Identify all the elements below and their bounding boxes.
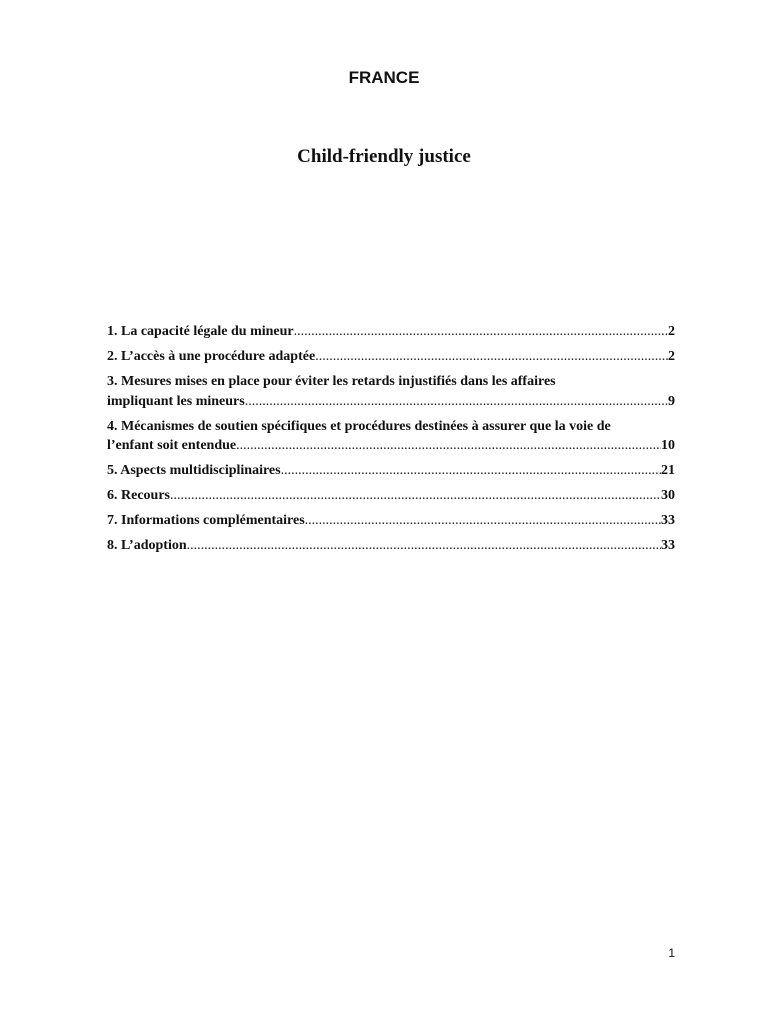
toc-dot-leader: [315, 347, 668, 367]
toc-dot-leader: [305, 511, 661, 531]
toc-entry-7[interactable]: [107, 511, 675, 531]
toc-entry-text-line1: 4. Mécanismes de soutien spécifiques et procédures destinées à assurer que la voie de: [107, 418, 611, 434]
toc-dot-leader: [281, 461, 661, 481]
toc-entry-text: 1. La capacité légale du mineur: [107, 324, 294, 339]
toc-entry-text: impliquant les mineurs: [107, 393, 245, 409]
toc-dot-leader: [294, 322, 668, 342]
toc-entry-1[interactable]: [107, 322, 675, 342]
toc-dot-leader: [187, 536, 661, 556]
country-heading: FRANCE: [348, 68, 420, 87]
toc-entry-text: 7. Informations complémentaires: [107, 513, 305, 528]
toc-page-number: 33: [661, 538, 675, 553]
toc-page-number: 10: [661, 438, 675, 453]
toc-entry-text: 2. L’accès à une procédure adaptée: [107, 349, 316, 364]
document-title: Child-friendly justice: [297, 146, 471, 167]
toc-entry-text: 8. L’adoption: [107, 538, 187, 553]
toc-entry-8[interactable]: [107, 536, 675, 556]
toc-entry-text-line1: 3. Mesures mises en place pour éviter les retards injustifiés dans les affaires: [107, 374, 556, 389]
toc-page-number: 2: [668, 349, 675, 364]
toc-dot-leader: [170, 486, 661, 506]
toc-entry-text: 6. Recours: [107, 488, 170, 503]
toc-page-number: 33: [661, 513, 675, 528]
toc-page-number: 9: [668, 393, 675, 409]
toc-dot-leader: [236, 436, 661, 456]
toc-entry-3[interactable]: [107, 372, 675, 411]
toc-entry-text: l’enfant soit entendue: [107, 438, 237, 453]
toc-dot-leader: [245, 392, 668, 412]
toc-page-number: 2: [668, 324, 675, 339]
toc-entry-2[interactable]: [107, 347, 675, 367]
toc-page-number: 21: [661, 463, 675, 478]
toc-page-number: 30: [661, 488, 675, 503]
toc-entry-6[interactable]: [107, 486, 675, 506]
toc-entry-text: 5. Aspects multidisciplinaires: [107, 463, 281, 478]
table-of-contents: [107, 322, 675, 561]
toc-entry-5[interactable]: [107, 461, 675, 481]
toc-entry-4[interactable]: [107, 417, 675, 456]
footer-page-number: 1: [668, 946, 675, 960]
